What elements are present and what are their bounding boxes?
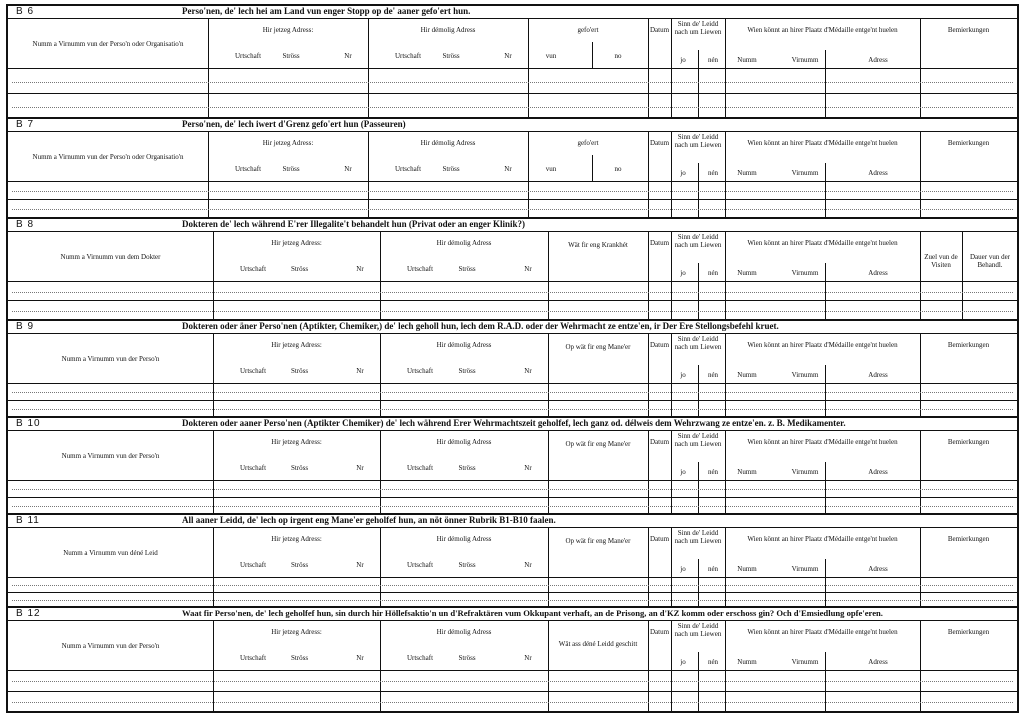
number-label: Nr (356, 464, 364, 472)
section-code: B 11 (16, 515, 40, 526)
name-column-label: Numm a Virnumm vun déné Leid (63, 549, 158, 557)
former-address-label: Hir démolig Adress (436, 341, 492, 349)
section-title: Dokteren de' lech während E'rer Illegalite't behandelt hun (Privat oder an enger Klinik?) (182, 219, 526, 229)
entry-row[interactable] (8, 691, 1017, 711)
address-label: Adress (868, 565, 888, 573)
street-label: Ströss (290, 367, 309, 375)
number-label: Nr (356, 561, 364, 569)
section-header (8, 321, 1017, 334)
yes-label: jo (680, 565, 686, 573)
illness-label: Wät fir eng Krankhét (568, 241, 628, 249)
entry-row[interactable] (8, 400, 1017, 416)
no-label: nén (707, 565, 719, 573)
still-alive-label: Sinn de' Leidd nach um Liewen (674, 133, 722, 149)
town-label: Urtschaft (234, 165, 262, 173)
date-label: Datum (649, 26, 670, 34)
number-label: Nr (524, 561, 532, 569)
section-code: B 10 (16, 418, 41, 429)
section-b10 (8, 418, 1017, 515)
section-code: B 8 (16, 219, 35, 230)
current-address-label: Hir jetzeg Adress: (271, 628, 322, 636)
first-name-label: Virnumm (791, 468, 819, 476)
town-label: Urtschaft (406, 265, 434, 273)
section-b12 (8, 608, 1017, 713)
entry-row[interactable] (8, 577, 1017, 592)
entry-row[interactable] (8, 281, 1017, 300)
surname-label: Numm (737, 658, 757, 666)
section-header (8, 418, 1017, 431)
former-address-label: Hir démolig Adress (420, 139, 476, 147)
section-title: Perso'nen, de' lech hei am Land vun enger Stopp op de' aaner gefo'ert hun. (182, 6, 471, 16)
surname-label: Numm (737, 371, 757, 379)
section-title: All aaner Leidd, de' lech op irgent eng Mane'er geholfef hun, an nöt önner Rubrik B1-B10 faalen. (182, 515, 556, 525)
date-label: Datum (649, 628, 670, 636)
number-label: Nr (344, 165, 352, 173)
street-label: Ströss (282, 165, 300, 173)
yes-label: jo (680, 658, 686, 666)
what-happened-label: Wät ass déné Leidd geschitt (558, 640, 638, 648)
medal-recipient-label: Wien könnt an hirer Plaatz d'Médaille entge'nt huelen (747, 341, 898, 349)
manner-label: Op wät fir eng Mane'er (565, 440, 631, 448)
date-label: Datum (649, 239, 670, 247)
remarks-label: Bemierkungen (947, 341, 990, 349)
entry-row[interactable] (8, 93, 1017, 117)
street-label: Ströss (290, 265, 309, 273)
name-column-label: Numm a Virnumm vun der Perso'n (61, 642, 160, 650)
section-b7 (8, 119, 1017, 219)
former-address-label: Hir démolig Adress (436, 535, 492, 543)
town-label: Urtschaft (406, 654, 434, 662)
no-label: nén (707, 371, 719, 379)
date-label: Datum (649, 341, 670, 349)
to-label: no (614, 52, 622, 60)
from-label: vun (545, 165, 557, 173)
still-alive-label: Sinn de' Leidd nach um Liewen (674, 335, 722, 351)
address-label: Adress (868, 56, 888, 64)
section-title: Waat fir Perso'nen, de' lech geholfef hun, sin durch hir Höllefsaktio'n un d'Refraktären vum Okkupant verhaft, an de Prisong, an d'KZ komm oder erschoss gin? Och d'Emsiedlung opfe'eren. (182, 608, 883, 618)
section-b9 (8, 321, 1017, 418)
town-label: Urtschaft (239, 367, 267, 375)
number-label: Nr (524, 464, 532, 472)
remarks-label: Bemierkungen (947, 628, 990, 636)
address-label: Adress (868, 371, 888, 379)
date-label: Datum (649, 535, 670, 543)
town-label: Urtschaft (239, 464, 267, 472)
still-alive-label: Sinn de' Leidd nach um Liewen (674, 233, 722, 249)
entry-row[interactable] (8, 480, 1017, 497)
town-label: Urtschaft (406, 561, 434, 569)
town-label: Urtschaft (239, 561, 267, 569)
former-address-label: Hir démolig Adress (436, 628, 492, 636)
column-divider (592, 42, 593, 68)
remarks-label: Bemierkungen (947, 438, 990, 446)
current-address-label: Hir jetzeg Adress: (271, 535, 322, 543)
no-label: nén (707, 56, 719, 64)
date-label: Datum (649, 438, 670, 446)
manner-label: Op wät fir eng Mane'er (565, 537, 631, 545)
surname-label: Numm (737, 56, 757, 64)
section-b8 (8, 219, 1017, 321)
section-header (8, 515, 1017, 528)
current-address-label: Hir jetzeg Adress: (262, 139, 314, 147)
town-label: Urtschaft (239, 654, 267, 662)
section-code: B 7 (16, 119, 35, 130)
number-label: Nr (356, 367, 364, 375)
name-column-label: Numm a Virnumm vun der Perso'n (61, 452, 160, 460)
remarks-label: Bemierkungen (947, 139, 990, 147)
first-name-label: Virnumm (791, 371, 819, 379)
section-header (8, 6, 1017, 19)
former-address-label: Hir démolig Adress (436, 438, 492, 446)
section-title: Dokteren oder aaner Perso'nen (Aptikter Chemiker) de' lech während Erer Wehrmachtszeit geholfef, lech ganz od. délweis dem Wehrzwang ze entze'en. z. B. Medikamenter. (182, 418, 846, 428)
entry-row[interactable] (8, 68, 1017, 93)
number-label: Nr (524, 654, 532, 662)
entry-row[interactable] (8, 670, 1017, 691)
name-column-label: Numm a Virnumm vun dem Dokter (60, 253, 161, 261)
street-label: Ströss (458, 367, 476, 375)
section-header (8, 608, 1017, 621)
street-label: Ströss (442, 165, 460, 173)
section-b11 (8, 515, 1017, 608)
street-label: Ströss (458, 464, 476, 472)
yes-label: jo (680, 371, 686, 379)
entry-row[interactable] (8, 592, 1017, 606)
name-column-label: Numm a Virnumm vun der Perso'n (61, 355, 160, 363)
former-address-label: Hir démolig Adress (420, 26, 476, 34)
no-label: nén (707, 468, 719, 476)
entry-row[interactable] (8, 300, 1017, 319)
section-code: B 9 (16, 321, 35, 332)
former-address-label: Hir démolig Adress (436, 239, 492, 247)
street-label: Ströss (442, 52, 460, 60)
number-label: Nr (356, 654, 364, 662)
section-header (8, 219, 1017, 232)
medal-recipient-label: Wien könnt an hirer Plaatz d'Médaille entge'nt huelen (747, 26, 898, 34)
still-alive-label: Sinn de' Leidd nach um Liewen (674, 432, 722, 448)
section-b6 (8, 6, 1017, 119)
medal-recipient-label: Wien könnt an hirer Plaatz d'Médaille entge'nt huelen (747, 438, 898, 446)
surname-label: Numm (737, 169, 757, 177)
town-label: Urtschaft (234, 52, 262, 60)
surname-label: Numm (737, 565, 757, 573)
number-label: Nr (504, 165, 512, 173)
from-label: vun (545, 52, 557, 60)
remarks-label: Bemierkungen (947, 26, 990, 34)
no-label: nén (707, 269, 719, 277)
yes-label: jo (680, 56, 686, 64)
number-label: Nr (356, 265, 364, 273)
address-label: Adress (868, 658, 888, 666)
yes-label: jo (680, 468, 686, 476)
transported-label: gefo'ert (577, 26, 599, 34)
medal-recipient-label: Wien könnt an hirer Plaatz d'Médaille entge'nt huelen (747, 628, 898, 636)
street-label: Ströss (290, 464, 309, 472)
transported-label: gefo'ert (577, 139, 599, 147)
town-label: Urtschaft (406, 464, 434, 472)
number-label: Nr (504, 52, 512, 60)
section-title: Dokteren oder äner Perso'nen (Aptikter, Chemiker,) de' lech geholl hun, lech dem R.A.D. oder der Wehrmacht ze entze'en, ir Der Ere Stellongsbefehl kruet. (182, 321, 779, 331)
current-address-label: Hir jetzeg Adress: (271, 341, 322, 349)
surname-label: Numm (737, 269, 757, 277)
surname-label: Numm (737, 468, 757, 476)
street-label: Ströss (458, 265, 476, 273)
to-label: no (614, 165, 622, 173)
remarks-label: Bemierkungen (947, 535, 990, 543)
first-name-label: Virnumm (791, 269, 819, 277)
form-page (6, 4, 1019, 713)
address-label: Adress (868, 269, 888, 277)
number-label: Nr (524, 367, 532, 375)
section-code: B 6 (16, 6, 35, 17)
first-name-label: Virnumm (791, 56, 819, 64)
first-name-label: Virnumm (791, 169, 819, 177)
name-column-label: Numm a Virnumm vun der Perso'n oder Organisatio'n (32, 40, 184, 48)
still-alive-label: Sinn de' Leidd nach um Liewen (674, 622, 722, 638)
street-label: Ströss (290, 654, 309, 662)
medal-recipient-label: Wien könnt an hirer Plaatz d'Médaille entge'nt huelen (747, 239, 898, 247)
yes-label: jo (680, 169, 686, 177)
section-title: Perso'nen, de' lech iwert d'Grenz gefo'ert hun (Passeuren) (182, 119, 406, 129)
still-alive-label: Sinn de' Leidd nach um Liewen (674, 20, 722, 36)
name-column-label: Numm a Virnumm vun der Perso'n oder Organisatio'n (32, 153, 184, 161)
address-label: Adress (868, 169, 888, 177)
street-label: Ströss (458, 561, 476, 569)
medal-recipient-label: Wien könnt an hirer Plaatz d'Médaille entge'nt huelen (747, 139, 898, 147)
current-address-label: Hir jetzeg Adress: (262, 26, 314, 34)
manner-label: Op wät fir eng Mane'er (565, 343, 631, 351)
address-label: Adress (868, 468, 888, 476)
number-label: Nr (344, 52, 352, 60)
current-address-label: Hir jetzeg Adress: (271, 239, 322, 247)
section-header (8, 119, 1017, 132)
town-label: Urtschaft (406, 367, 434, 375)
number-label: Nr (524, 265, 532, 273)
section-code: B 12 (16, 608, 41, 619)
street-label: Ströss (458, 654, 476, 662)
first-name-label: Virnumm (791, 565, 819, 573)
first-name-label: Virnumm (791, 658, 819, 666)
current-address-label: Hir jetzeg Adress: (271, 438, 322, 446)
street-label: Ströss (282, 52, 300, 60)
visits-label: Zuel vun de Visiten (924, 253, 958, 269)
town-label: Urtschaft (394, 165, 422, 173)
column-divider (592, 155, 593, 181)
entry-row[interactable] (8, 383, 1017, 400)
still-alive-label: Sinn de' Leidd nach um Liewen (674, 529, 722, 545)
town-label: Urtschaft (394, 52, 422, 60)
entry-row[interactable] (8, 199, 1017, 217)
town-label: Urtschaft (239, 265, 267, 273)
no-label: nén (707, 658, 719, 666)
medal-recipient-label: Wien könnt an hirer Plaatz d'Médaille entge'nt huelen (747, 535, 898, 543)
date-label: Datum (649, 139, 670, 147)
no-label: nén (707, 169, 719, 177)
entry-row[interactable] (8, 181, 1017, 199)
duration-label: Dauer vun der Behandl. (969, 253, 1011, 269)
entry-row[interactable] (8, 497, 1017, 513)
street-label: Ströss (290, 561, 309, 569)
yes-label: jo (680, 269, 686, 277)
